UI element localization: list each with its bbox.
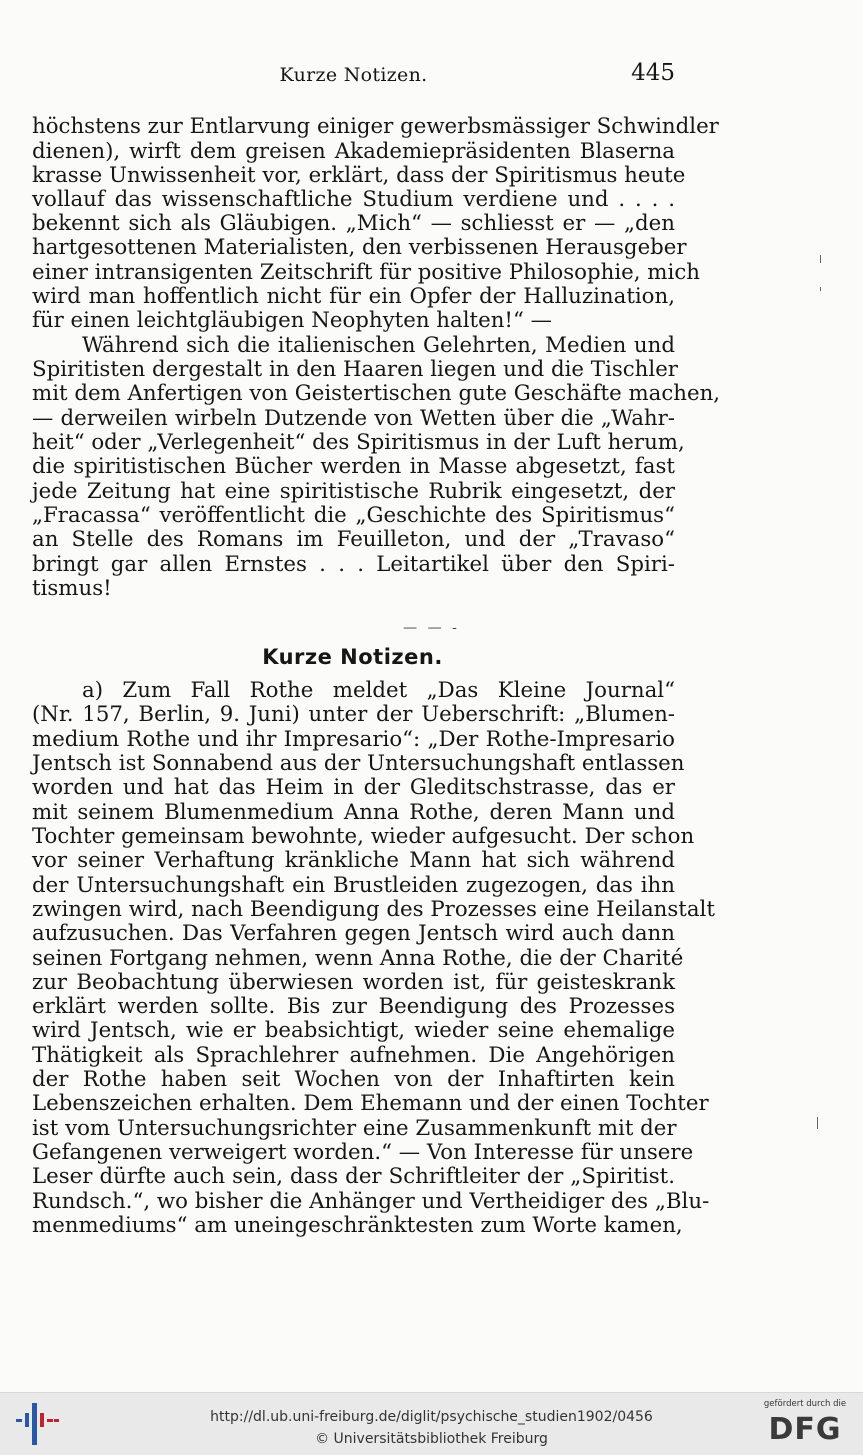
running-head — [32, 60, 675, 90]
text-line: seinen Fortgang nehmen, wenn Anna Rothe, die der Charité — [32, 946, 684, 971]
text-line: der Untersuchungshaft ein Brustleiden zugezogen, das ihn — [32, 873, 675, 898]
text-line: Jentsch ist Sonnabend aus der Untersuchungshaft entlassen — [32, 751, 685, 776]
page-number: 445 — [631, 60, 675, 86]
text-line: vollauf das wissenschaftliche Studium verdiene und . . . . — [32, 187, 675, 212]
text-line: worden und hat das Heim in der Gleditschstrasse, das er — [32, 775, 675, 800]
text-line: Tochter gemeinsam bewohnte, wieder aufgesucht. Der schon — [32, 824, 695, 849]
text-line: Leser dürfte auch sein, dass der Schriftleiter der „Spiritist. — [32, 1164, 675, 1189]
viewer-footer — [0, 1392, 863, 1455]
text-line: wird man hoffentlich nicht für ein Opfer der Halluzination, — [32, 284, 675, 309]
text-line: mit seinem Blumenmedium Anna Rothe, deren Mann und — [32, 800, 675, 825]
text-line: Während sich die italienischen Gelehrten, Medien und — [82, 333, 675, 358]
text-line: der Rothe haben seit Wochen von der Inhaftirten kein — [32, 1067, 675, 1092]
text-line: ist vom Untersuchungsrichter eine Zusammenkunft mit der — [32, 1116, 677, 1141]
text-line: bekennt sich als Gläubigen. „Mich“ — schliesst er — „den — [32, 211, 675, 236]
text-line: Gefangenen verweigert worden.“ — Von Interesse für unsere — [32, 1140, 694, 1165]
text-line: tismus! — [32, 576, 112, 601]
text-line: zwingen wird, nach Beendigung des Prozesses eine Heilanstalt — [32, 897, 715, 922]
dfg-logo — [759, 1399, 851, 1451]
text-line: „Fracassa“ veröffentlicht die „Geschichte des Spiritismus“ — [32, 503, 675, 528]
text-line: an Stelle des Romans im Feuilleton, und der „Travaso“ — [32, 527, 675, 552]
text-line: vor seiner Verhaftung kränkliche Mann hat sich während — [32, 848, 675, 873]
text-line: menmediums“ am uneingeschränktesten zum Worte kamen, — [32, 1213, 683, 1238]
section-divider: — — - — [403, 620, 460, 636]
section-heading: Kurze Notizen. — [262, 645, 443, 669]
margin-mark — [820, 255, 821, 263]
margin-mark — [817, 1117, 818, 1129]
text-line: — derweilen wirbeln Dutzende von Wetten über die „Wahr- — [32, 406, 675, 431]
text-line: einer intransigenten Zeitschrift für positive Philosophie, mich — [32, 260, 700, 285]
text-line: wird Jentsch, wie er beabsichtigt, wieder seine ehemalige — [32, 1018, 675, 1043]
text-line: erklärt werden sollte. Bis zur Beendigung des Prozesses — [32, 994, 675, 1019]
copyright-notice: © Universitätsbibliothek Freiburg — [315, 1431, 548, 1447]
text-line: bringt gar allen Ernstes . . . Leitartikel über den Spiri- — [32, 552, 675, 577]
text-line: mit dem Anfertigen von Geistertischen gute Geschäfte machen, — [32, 381, 721, 406]
text-line: jede Zeitung hat eine spiritistische Rubrik eingesetzt, der — [32, 479, 675, 504]
text-line: die spiritistischen Bücher werden in Masse abgesetzt, fast — [32, 454, 675, 479]
dfg-funding-note: gefördert durch die — [763, 1399, 847, 1409]
margin-mark — [820, 287, 821, 291]
dfg-wordmark: DFG — [768, 1412, 842, 1447]
text-line: Rundsch.“, wo bisher die Anhänger und Vertheidiger des „Blu- — [32, 1189, 710, 1214]
text-line: krasse Unwissenheit vor, erklärt, dass der Spiritismus heute — [32, 163, 686, 188]
text-line: medium Rothe und ihr Impresario“: „Der Rothe-Impresario — [32, 727, 675, 752]
text-line: hartgesottenen Materialisten, den verbissenen Herausgeber — [32, 235, 687, 260]
text-line: a) Zum Fall Rothe meldet „Das Kleine Journal“ — [82, 678, 675, 703]
text-line: Lebenszeichen erhalten. Dem Ehemann und der einen Tochter — [32, 1091, 709, 1116]
text-line: Thätigkeit als Sprachlehrer aufnehmen. Die Angehörigen — [32, 1043, 675, 1068]
text-line: (Nr. 157, Berlin, 9. Juni) unter der Ueberschrift: „Blumen- — [32, 702, 675, 727]
text-line: heit“ oder „Verlegenheit“ des Spiritismus in der Luft herum, — [32, 430, 685, 455]
text-line: für einen leichtgläubigen Neophyten halten!“ — — [32, 308, 552, 333]
text-line: zur Beobachtung überwiesen worden ist, für geisteskrank — [32, 970, 675, 995]
text-line: Spiritisten dergestalt in den Haaren liegen und die Tischler — [32, 357, 678, 382]
permalink-url[interactable]: http://dl.ub.uni-freiburg.de/diglit/psychische_studien1902/0456 — [210, 1409, 653, 1425]
text-line: dienen), wirft dem greisen Akademiepräsidenten Blaserna — [32, 139, 675, 164]
text-line: aufzusuchen. Das Verfahren gegen Jentsch wird auch dann — [32, 921, 675, 946]
text-line: höchstens zur Entlarvung einiger gewerbsmässiger Schwindler — [32, 114, 719, 139]
running-title: Kurze Notizen. — [279, 64, 428, 86]
